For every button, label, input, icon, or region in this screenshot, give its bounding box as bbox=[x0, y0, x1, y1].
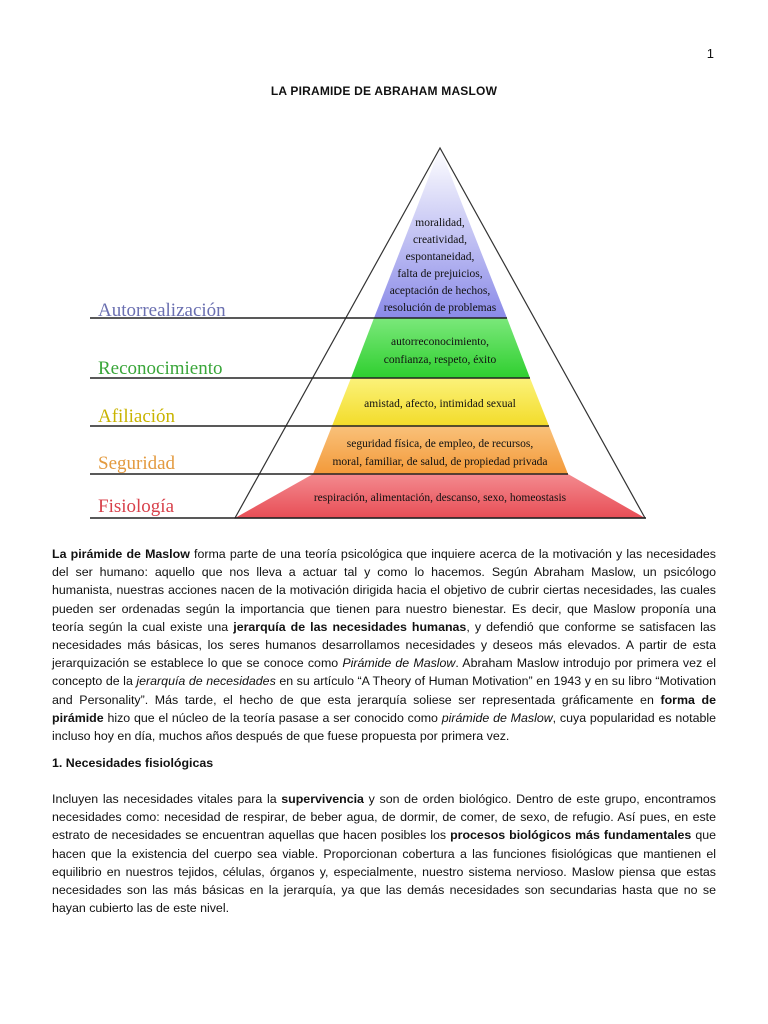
level-label-reconocimiento: Reconocimiento bbox=[98, 358, 223, 379]
tier-text-line: espontaneidad, bbox=[405, 251, 475, 263]
text-run: . Abraham Maslow introdujo por primera vez el concepto de la bbox=[52, 656, 717, 689]
italic-term: jerarquía de necesidades bbox=[136, 674, 276, 689]
tier-text-line: moral, familiar, de salud, de propiedad privada bbox=[332, 456, 548, 468]
tier-text-line: amistad, afecto, intimidad sexual bbox=[364, 398, 516, 410]
italic-term: pirámide de Maslow bbox=[441, 710, 553, 725]
text-run: en su artículo “A Theory of Human Motivation” en 1943 y en su libro “Motivation and Personality”. Más tarde, el hecho de que esta jerarquía soliese ser representada gráficamente en bbox=[52, 674, 716, 707]
bold-term: procesos biológicos más fundamentales bbox=[450, 828, 692, 843]
pyramid-tier-reconocimiento bbox=[351, 318, 530, 378]
text-run: y son de orden biológico. Dentro de este grupo, encontramos necesidades como: necesidad de respirar, de beber agua, de dormir, de comer, de sexo, de refugio. Así pues, en este estrato de necesidades se encuentran aquellas que hacen posibles los bbox=[52, 792, 716, 843]
section-heading: 1. Necesidades fisiológicas bbox=[52, 756, 214, 770]
level-label-fisiologia: Fisiología bbox=[98, 496, 175, 517]
bold-term: supervivencia bbox=[281, 792, 364, 806]
tier-text-line: aceptación de hechos, bbox=[389, 285, 491, 297]
level-label-seguridad: Seguridad bbox=[98, 453, 176, 474]
text-run: que hacen que la existencia del cuerpo sea viable. Proporcionan cobertura a las funciones fisiológicas que mantienen el equilibrio en nuestros tejidos, células, órganos y, especialmente, nuestro sistema nervioso. Maslow piensa que estas necesidades son las más básicas en la jerarquía, ya que las demás necesidades son secundarias hasta que no se hayan cubierto las de este nivel. bbox=[52, 828, 716, 916]
text-run: , y defendió que conforme se satisfacen las necesidades más básicas, los seres humanos desarrollamos necesidades y deseos más elevados. A partir de esta jerarquización se establece lo que se conoce como bbox=[52, 619, 716, 671]
text-run: hizo que el núcleo de la teoría pasase a ser conocido como bbox=[103, 710, 442, 725]
tier-text-line: respiración, alimentación, descanso, sexo, homeostasis bbox=[313, 492, 567, 504]
tier-text-line: autorreconocimiento, bbox=[390, 336, 490, 348]
page-number: 1 bbox=[706, 46, 714, 61]
text-run: , cuya popularidad es notable incluso hoy en día, muchos años después de que fuese propuesta por primera vez. bbox=[52, 710, 717, 744]
tier-text-line: falta de prejuicios, bbox=[397, 268, 483, 280]
tier-text-line: confianza, respeto, éxito bbox=[383, 354, 497, 366]
bold-term: forma de pirámide bbox=[52, 692, 716, 725]
bold-term: jerarquía de las necesidades humanas bbox=[233, 619, 467, 634]
tier-text-line: seguridad física, de empleo, de recursos, bbox=[346, 438, 534, 450]
page-title: LA PIRAMIDE DE ABRAHAM MASLOW bbox=[270, 84, 498, 98]
level-label-afiliacion: Afiliación bbox=[98, 406, 176, 427]
bold-term: La pirámide de Maslow bbox=[52, 547, 190, 561]
tier-text-line: creatividad, bbox=[413, 234, 467, 246]
tier-text-line: resolución de problemas bbox=[383, 302, 497, 314]
level-label-autorrealizacion: Autorrealización bbox=[98, 300, 226, 321]
section-paragraph bbox=[52, 790, 716, 917]
intro-paragraph bbox=[52, 545, 716, 745]
tier-text-line: moralidad, bbox=[415, 217, 465, 229]
text-run: Incluyen las necesidades vitales para la bbox=[52, 792, 282, 806]
maslow-pyramid bbox=[90, 140, 660, 524]
italic-term: Pirámide de Maslow bbox=[342, 656, 456, 671]
text-run: forma parte de una teoría psicológica que inquiere acerca de la motivación y las necesidades del ser humano: aquello que nos lleva a actuar tal y como lo hacemos. Según Abraham Maslow, un psicólogo humanista, nuestras acciones nacen de la motivación dirigida hacia el objetivo de cubrir ciertas necesidades, las cuales pueden ser ordenadas según la importancia que tienen para nuestro bienestar. Es decir, que Maslow proponía una teoría según la cual existe una bbox=[52, 547, 716, 634]
